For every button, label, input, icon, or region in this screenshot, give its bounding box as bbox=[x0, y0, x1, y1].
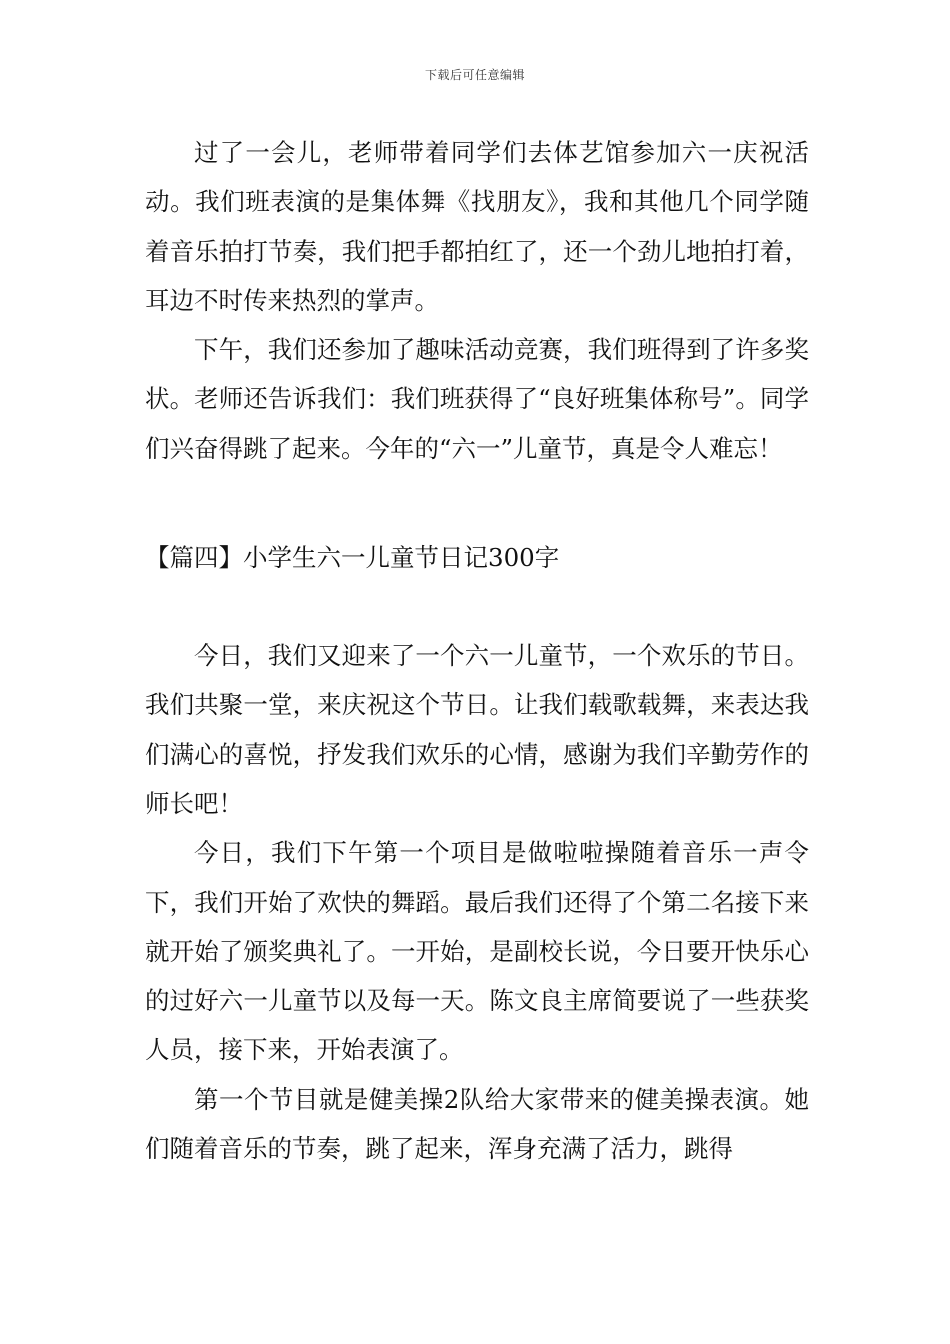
page-header: 下载后可任意编辑 bbox=[424, 68, 525, 82]
paragraph: 过了一会儿，老师带着同学们去体艺馆参加六一庆祝活动。我们班表演的是集体舞《找朋友》，我和其他几个同学随着音乐拍打节奏，我们把手都拍红了，还一个劲儿地拍打着，耳边不时传来热烈的掌声。 bbox=[145, 138, 809, 315]
spacer bbox=[145, 582, 809, 631]
paragraph: 今日，我们下午第一个项目是做啦啦操随着音乐一声令下，我们开始了欢快的舞蹈。最后我们还得了个第二名接下来就开始了颁奖典礼了。一开始，是副校长说，今日要开快乐心的过好六一儿童节以及每一天。陈文良主席简要说了一些获奖人员，接下来，开始表演了。 bbox=[145, 838, 809, 1065]
paragraph: 下午，我们还参加了趣味活动竞赛，我们班得到了许多奖状。老师还告诉我们：我们班获得了“良好班集体称号”。同学们兴奋得跳了起来。今年的“六一”儿童节，真是令人难忘！ bbox=[145, 335, 809, 463]
section-title: 【篇四】小学生六一儿童节日记300字 bbox=[145, 543, 560, 573]
spacer bbox=[145, 473, 809, 533]
paragraph: 第一个节目就是健美操2队给大家带来的健美操表演。她们随着音乐的节奏，跳了起来，浑身充满了活力，跳得 bbox=[145, 1084, 809, 1164]
paragraph: 今日，我们又迎来了一个六一儿童节，一个欢乐的节日。我们共聚一堂，来庆祝这个节日。让我们载歌载舞，来表达我们满心的喜悦，抒发我们欢乐的心情，感谢为我们辛勤劳作的师长吧！ bbox=[145, 641, 809, 818]
document-body bbox=[145, 128, 809, 1173]
